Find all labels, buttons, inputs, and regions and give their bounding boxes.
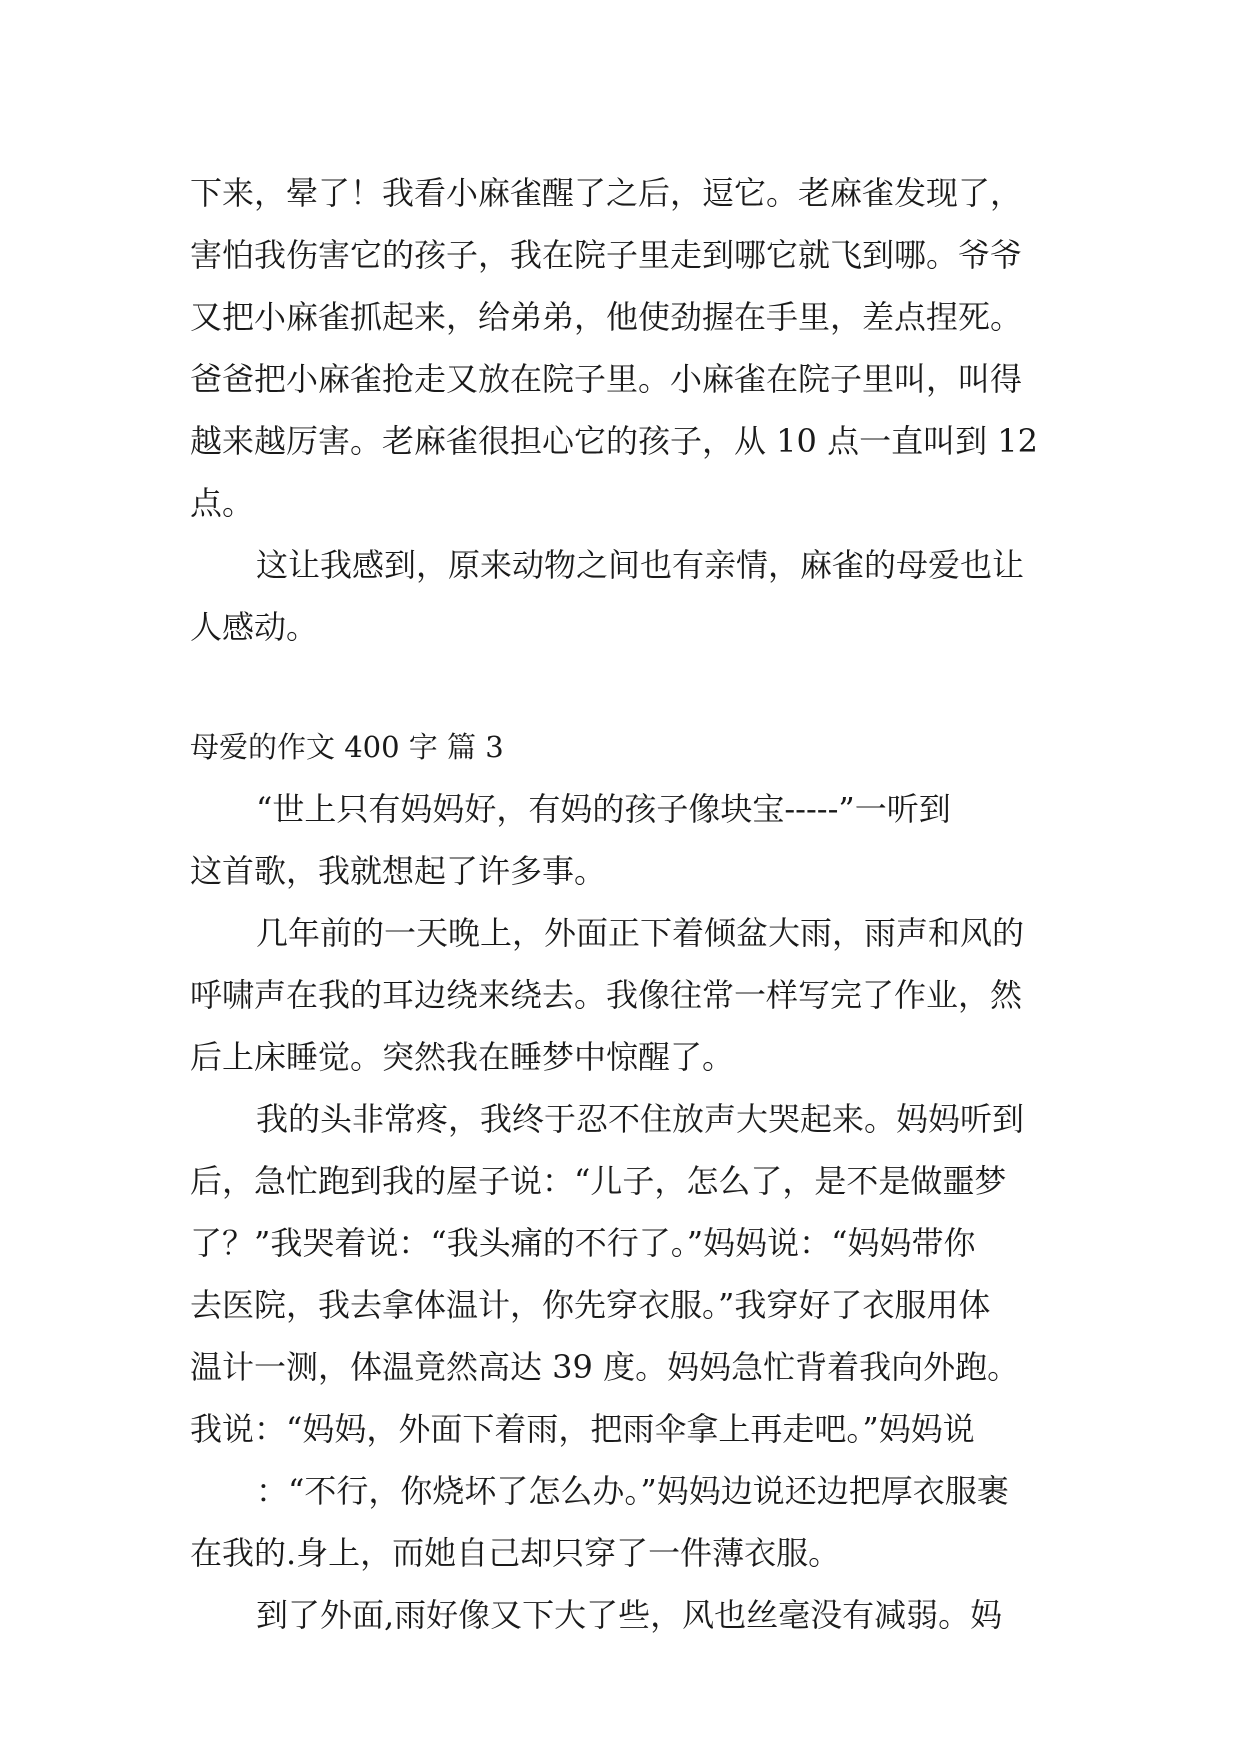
text-line: 后，急忙跑到我的屋子说：“儿子，怎么了，是不是做噩梦 <box>190 1162 1007 1200</box>
paragraph-start-line: 这让我感到，原来动物之间也有亲情，麻雀的母爱也让 <box>256 546 1025 584</box>
text-line: 呼啸声在我的耳边绕来绕去。我像往常一样写完了作业，然 <box>190 976 1023 1014</box>
document-body <box>190 162 1070 1646</box>
paragraph-start-line: 到了外面,雨好像又下大了些，风也丝毫没有减弱。妈 <box>256 1596 1003 1634</box>
text-line: 又把小麻雀抓起来，给弟弟，他使劲握在手里，差点捏死。 <box>190 298 1023 336</box>
paragraph-start-line: ：“不行，你烧坏了怎么办。”妈妈边说还边把厚衣服裹 <box>256 1472 1009 1510</box>
paragraph-start-line: 几年前的一天晚上，外面正下着倾盆大雨，雨声和风的 <box>256 914 1025 952</box>
text-line: 了？”我哭着说：“我头痛的不行了。”妈妈说：“妈妈带你 <box>190 1224 976 1262</box>
text-line: 人感动。 <box>190 608 319 646</box>
text-line: 下来，晕了！我看小麻雀醒了之后，逗它。老麻雀发现了， <box>190 174 1023 212</box>
text-line: 越来越厉害。老麻雀很担心它的孩子，从 10 点一直叫到 12 <box>190 422 1038 460</box>
text-line: 害怕我伤害它的孩子，我在院子里走到哪它就飞到哪。爷爷 <box>190 236 1023 274</box>
paragraph-start-line: 我的头非常疼，我终于忍不住放声大哭起来。妈妈听到 <box>256 1100 1025 1138</box>
text-line: 去医院，我去拿体温计，你先穿衣服。”我穿好了衣服用体 <box>190 1286 991 1324</box>
text-line: 这首歌，我就想起了许多事。 <box>190 852 607 890</box>
text-line: 点。 <box>190 484 255 522</box>
text-line: 我说：“妈妈，外面下着雨，把雨伞拿上再走吧。”妈妈说 <box>190 1410 975 1448</box>
text-line: 爸爸把小麻雀抢走又放在院子里。小麻雀在院子里叫，叫得 <box>190 360 1023 398</box>
text-line: 在我的.身上，而她自己却只穿了一件薄衣服。 <box>190 1534 841 1572</box>
paragraph-start-line: “世上只有妈妈好，有妈的孩子像块宝-----”一听到 <box>256 790 951 828</box>
text-line: 后上床睡觉。突然我在睡梦中惊醒了。 <box>190 1038 735 1076</box>
section-heading: 母爱的作文 400 字 篇 3 <box>190 730 504 764</box>
text-line: 温计一测，体温竟然高达 39 度。妈妈急忙背着我向外跑。 <box>190 1348 1020 1386</box>
